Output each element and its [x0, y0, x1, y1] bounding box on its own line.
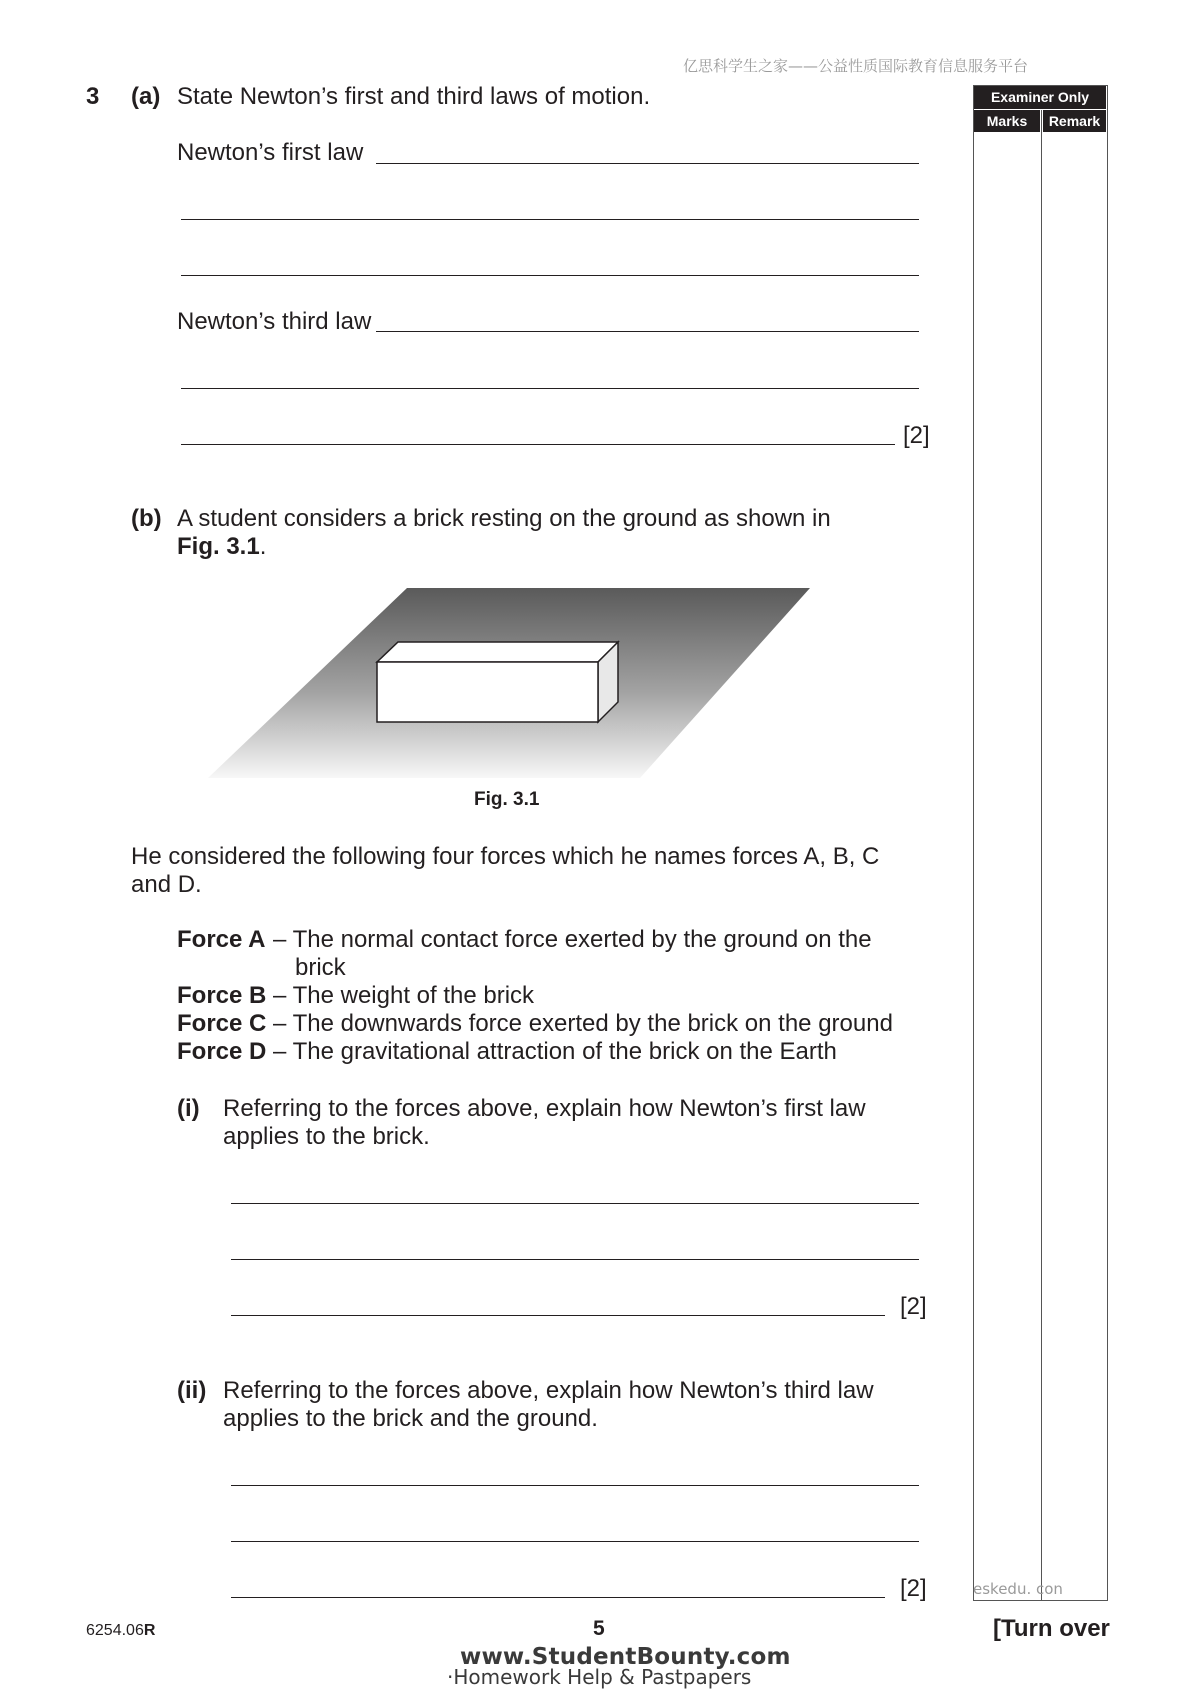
- part-b-label: (b): [131, 505, 162, 532]
- forces-intro-line1: He considered the following four forces which he names forces A, B, C: [131, 843, 880, 870]
- sub-ii-label: (ii): [177, 1377, 207, 1404]
- remark-header: Remark: [1043, 110, 1106, 132]
- examiner-column: [973, 85, 1108, 1601]
- part-b-intro: A student considers a brick resting on the ground as shown in: [177, 505, 831, 532]
- sub-i-line1: Referring to the forces above, explain how Newton’s first law: [223, 1095, 866, 1122]
- turn-over: [Turn over: [993, 1615, 1110, 1642]
- force-a-desc-cont: brick: [295, 954, 346, 981]
- force-d-name: Force D: [177, 1038, 267, 1065]
- first-law-label: Newton’s first law: [177, 139, 364, 166]
- force-c-name: Force C: [177, 1010, 267, 1037]
- fig-reference: Fig. 3.1: [177, 533, 260, 560]
- answer-line[interactable]: [181, 275, 919, 276]
- sub-i-label: (i): [177, 1095, 200, 1122]
- force-c-desc: – The downwards force exerted by the brick on the ground: [273, 1010, 893, 1037]
- examiner-only-header: Examiner Only: [974, 86, 1106, 109]
- paper-code-suffix: R: [143, 1622, 156, 1639]
- brick-figure: [200, 585, 830, 780]
- part-a-label: (a): [131, 83, 161, 110]
- side-watermark: eskedu. con: [973, 1580, 1063, 1598]
- sub-ii-line1: Referring to the forces above, explain how Newton’s third law: [223, 1377, 874, 1404]
- force-d-desc: – The gravitational attraction of the brick on the Earth: [273, 1038, 837, 1065]
- site-link[interactable]: www.StudentBounty.com: [460, 1644, 791, 1670]
- answer-line[interactable]: [376, 331, 919, 332]
- part-a-marks: [2]: [903, 422, 930, 449]
- force-a-desc: – The normal contact force exerted by the ground on the: [273, 926, 872, 953]
- sub-ii-marks: [2]: [900, 1575, 927, 1602]
- column-divider: [1041, 110, 1042, 1600]
- answer-line[interactable]: [231, 1259, 919, 1260]
- sub-i-marks: [2]: [900, 1293, 927, 1320]
- sub-ii-line2: applies to the brick and the ground.: [223, 1405, 598, 1432]
- site-tagline: ·Homework Help & Pastpapers: [447, 1665, 752, 1689]
- force-b-desc: – The weight of the brick: [273, 982, 535, 1009]
- answer-line[interactable]: [231, 1541, 919, 1542]
- answer-line[interactable]: [181, 388, 919, 389]
- figure-caption: Fig. 3.1: [474, 789, 540, 810]
- answer-line[interactable]: [231, 1485, 919, 1486]
- part-a-prompt: State Newton’s first and third laws of motion.: [177, 83, 651, 110]
- answer-line[interactable]: [231, 1315, 885, 1316]
- answer-line[interactable]: [181, 444, 895, 445]
- answer-line[interactable]: [181, 219, 919, 220]
- question-number: 3: [86, 83, 100, 110]
- forces-intro-line2: and D.: [131, 871, 202, 898]
- brick: [377, 642, 618, 722]
- force-b-name: Force B: [177, 982, 267, 1009]
- answer-line[interactable]: [231, 1597, 885, 1598]
- sub-i-line2: applies to the brick.: [223, 1123, 430, 1150]
- answer-line[interactable]: [231, 1203, 919, 1204]
- third-law-label: Newton’s third law: [177, 308, 372, 335]
- force-a-name: Force A: [177, 926, 266, 953]
- marks-header: Marks: [974, 110, 1040, 132]
- page-number: 5: [593, 1617, 605, 1640]
- answer-line[interactable]: [376, 163, 919, 164]
- fig-reference-period: .: [259, 533, 267, 560]
- paper-code: 6254.06: [86, 1622, 144, 1639]
- header-watermark: 亿思科学生之家——公益性质国际教育信息服务平台: [683, 57, 1029, 75]
